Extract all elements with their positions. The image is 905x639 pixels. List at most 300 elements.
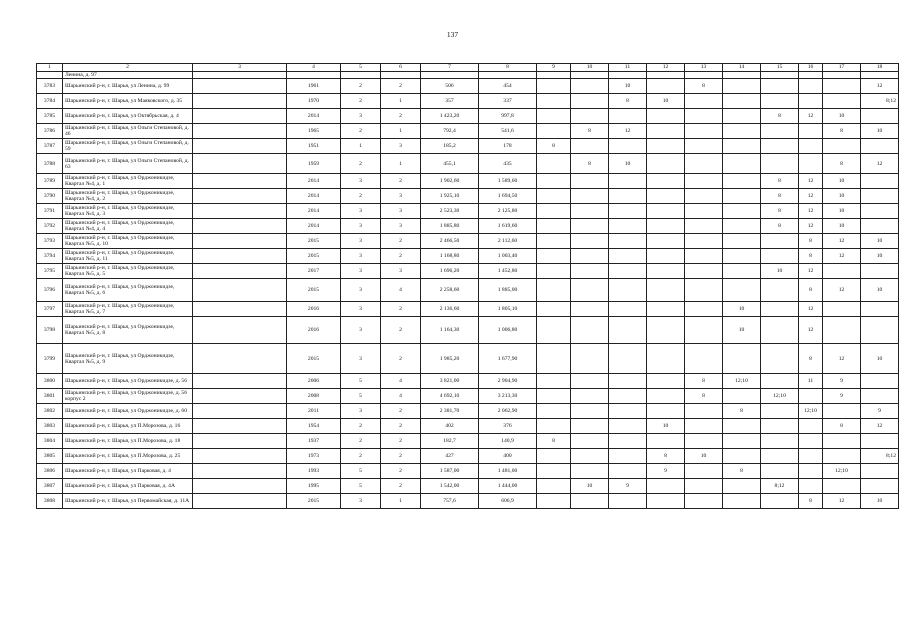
- table-cell: 12: [861, 154, 899, 174]
- table-cell: 2015: [287, 249, 341, 264]
- table-cell: [723, 344, 761, 374]
- table-cell: [823, 94, 861, 109]
- table-cell: 2: [341, 124, 381, 139]
- table-cell: 10: [823, 189, 861, 204]
- table-cell: 10: [723, 302, 761, 317]
- table-cell: [723, 494, 761, 509]
- table-cell: 1 677,90: [479, 344, 537, 374]
- table-cell: [193, 434, 287, 449]
- table-cell: 10: [861, 344, 899, 374]
- table-cell: 5: [341, 389, 381, 404]
- table-cell: [647, 124, 685, 139]
- table-cell: 10: [861, 124, 899, 139]
- table-cell: [685, 204, 723, 219]
- column-header: 1: [37, 64, 63, 72]
- table-cell: [685, 264, 723, 279]
- table-cell: [193, 264, 287, 279]
- column-header: 9: [537, 64, 571, 72]
- table-cell: 3: [341, 174, 381, 189]
- table-cell: [571, 434, 609, 449]
- column-header: 4: [287, 64, 341, 72]
- table-cell: 8: [723, 404, 761, 419]
- table-cell: 10: [761, 264, 799, 279]
- table-cell: 12: [799, 189, 823, 204]
- table-cell: 2: [381, 317, 421, 344]
- table-cell: [723, 189, 761, 204]
- table-cell: [647, 264, 685, 279]
- column-header: 17: [823, 64, 861, 72]
- table-cell: 3: [341, 234, 381, 249]
- table-cell: 1954: [287, 419, 341, 434]
- table-cell: 1 003,40: [479, 249, 537, 264]
- table-cell: [193, 154, 287, 174]
- table-cell: [571, 419, 609, 434]
- table-cell: 8: [799, 494, 823, 509]
- column-header: 18: [861, 64, 899, 72]
- table-cell: 10: [609, 154, 647, 174]
- table-cell: [537, 449, 571, 464]
- table-cell: 10: [823, 204, 861, 219]
- table-cell: 2: [381, 404, 421, 419]
- table-cell: 2 136,60: [421, 302, 479, 317]
- table-row: [37, 234, 899, 249]
- table-cell: [723, 124, 761, 139]
- table-cell: [861, 374, 899, 389]
- address-cell: Шарьинский р-н, г. Шарья, ул Орджоникидзе, Квартал №4, д. 1: [63, 174, 193, 189]
- table-row: [37, 374, 899, 389]
- table-cell: 8: [647, 449, 685, 464]
- table-cell: [609, 419, 647, 434]
- table-cell: 3: [381, 219, 421, 234]
- table-row: [37, 124, 899, 139]
- table-cell: [861, 174, 899, 189]
- table-cell: [537, 79, 571, 94]
- table-cell: [761, 139, 799, 154]
- table-cell: 12: [823, 234, 861, 249]
- address-cell: Шарьинский р-н, г. Шарья, ул Ольги Степановой, д. 59: [63, 139, 193, 154]
- column-header: 3: [193, 64, 287, 72]
- table-cell: 2 062,90: [479, 404, 537, 419]
- address-cell: Шарьинский р-н, г. Шарья, ул Орджоникидзе, Квартал №4, д. 4: [63, 219, 193, 234]
- row-number: 3787: [37, 139, 63, 154]
- column-header: 10: [571, 64, 609, 72]
- table-cell: [571, 374, 609, 389]
- table-cell: 357: [421, 94, 479, 109]
- table-cell: 9: [609, 479, 647, 494]
- table-cell: [193, 419, 287, 434]
- table-cell: [609, 494, 647, 509]
- table-cell: 2014: [287, 204, 341, 219]
- row-number: 3808: [37, 494, 63, 509]
- table-cell: 8;12: [761, 479, 799, 494]
- table-cell: [723, 79, 761, 94]
- table-cell: [799, 79, 823, 94]
- address-cell: Шарьинский р-н, г. Шарья, ул Орджоникидзе, Квартал №5, д. 11: [63, 249, 193, 264]
- table-cell: [647, 279, 685, 302]
- table-cell: 2: [381, 249, 421, 264]
- table-cell: 3: [341, 279, 381, 302]
- table-cell: 9: [823, 389, 861, 404]
- table-row: [37, 494, 899, 509]
- table-cell: 8: [761, 189, 799, 204]
- table-cell: [799, 72, 823, 79]
- column-header: 6: [381, 64, 421, 72]
- row-number: 3804: [37, 434, 63, 449]
- table-cell: [861, 72, 899, 79]
- table-cell: 2 125,80: [479, 204, 537, 219]
- table-cell: 1 696,20: [421, 264, 479, 279]
- table-cell: [193, 389, 287, 404]
- table-cell: 2: [381, 419, 421, 434]
- table-row: [37, 154, 899, 174]
- table-cell: [537, 204, 571, 219]
- table-cell: 1 481,00: [479, 464, 537, 479]
- table-cell: 1973: [287, 449, 341, 464]
- table-cell: [571, 317, 609, 344]
- table-cell: [723, 174, 761, 189]
- table-cell: [571, 219, 609, 234]
- table-cell: [823, 449, 861, 464]
- table-cell: 541,6: [479, 124, 537, 139]
- table-cell: [193, 204, 287, 219]
- table-cell: 2: [381, 174, 421, 189]
- table-cell: 8: [723, 464, 761, 479]
- row-number: 3802: [37, 404, 63, 419]
- table-cell: [609, 72, 647, 79]
- table-cell: 1 542,00: [421, 479, 479, 494]
- table-cell: 12;10: [799, 404, 823, 419]
- table-cell: 3: [341, 317, 381, 344]
- table-cell: 1 885,00: [479, 279, 537, 302]
- table-cell: [685, 234, 723, 249]
- table-cell: 1995: [287, 479, 341, 494]
- table-cell: 1961: [287, 79, 341, 94]
- table-cell: [571, 404, 609, 419]
- table-cell: 2: [381, 344, 421, 374]
- table-cell: 376: [479, 419, 537, 434]
- table-cell: 11: [799, 374, 823, 389]
- table-cell: 2016: [287, 302, 341, 317]
- table-cell: 2015: [287, 494, 341, 509]
- column-header: 13: [685, 64, 723, 72]
- table-row: [37, 389, 899, 404]
- table-cell: 1937: [287, 434, 341, 449]
- table-cell: [647, 189, 685, 204]
- table-cell: [647, 109, 685, 124]
- table-cell: 2 258,60: [421, 279, 479, 302]
- table-cell: 1951: [287, 139, 341, 154]
- table-cell: [761, 279, 799, 302]
- table-cell: 435: [479, 154, 537, 174]
- address-cell: Шарьинский р-н, г. Шарья, ул Октябрьская, д. 4: [63, 109, 193, 124]
- table-cell: 2011: [287, 404, 341, 419]
- table-cell: [823, 139, 861, 154]
- table-cell: [571, 464, 609, 479]
- table-cell: [761, 302, 799, 317]
- table-cell: [537, 389, 571, 404]
- table-cell: [609, 374, 647, 389]
- table-cell: [761, 72, 799, 79]
- table-cell: [537, 374, 571, 389]
- table-cell: 1 925,10: [421, 189, 479, 204]
- table-cell: [193, 464, 287, 479]
- table-cell: [823, 302, 861, 317]
- table-cell: 2 112,60: [479, 234, 537, 249]
- table-cell: 506: [421, 79, 479, 94]
- table-row: [37, 204, 899, 219]
- table-cell: [861, 479, 899, 494]
- table-cell: [193, 302, 287, 317]
- table-row: [37, 139, 899, 154]
- address-cell: Шарьинский р-н, г. Шарья, ул Орджоникидзе, д. 60: [63, 404, 193, 419]
- table-cell: [381, 72, 421, 79]
- table-cell: [723, 434, 761, 449]
- row-number: 3783: [37, 79, 63, 94]
- table-cell: [537, 464, 571, 479]
- table-cell: [723, 279, 761, 302]
- row-number: 3807: [37, 479, 63, 494]
- table-cell: [537, 279, 571, 302]
- table-cell: [571, 494, 609, 509]
- table-cell: 4 692,10: [421, 389, 479, 404]
- table-cell: 12: [861, 79, 899, 94]
- table-cell: [647, 389, 685, 404]
- table-cell: [685, 124, 723, 139]
- table-cell: [537, 72, 571, 79]
- table-cell: [685, 109, 723, 124]
- table-cell: [537, 419, 571, 434]
- table-cell: 2: [341, 449, 381, 464]
- table-cell: 8: [823, 124, 861, 139]
- table-cell: [571, 204, 609, 219]
- table-cell: 2: [341, 94, 381, 109]
- table-cell: [193, 139, 287, 154]
- table-cell: 1: [381, 494, 421, 509]
- table-cell: 2014: [287, 174, 341, 189]
- table-cell: [193, 249, 287, 264]
- table-row: [37, 249, 899, 264]
- table-cell: 1 589,60: [479, 174, 537, 189]
- table-cell: 2: [381, 434, 421, 449]
- table-cell: [861, 317, 899, 344]
- table-cell: 8: [685, 389, 723, 404]
- table-cell: [723, 154, 761, 174]
- table-cell: [193, 344, 287, 374]
- table-cell: [823, 404, 861, 419]
- table-cell: [685, 302, 723, 317]
- table-cell: [193, 479, 287, 494]
- table-cell: [723, 234, 761, 249]
- row-number: 3796: [37, 279, 63, 302]
- table-cell: [723, 94, 761, 109]
- table-cell: [685, 404, 723, 419]
- table-cell: 1: [381, 124, 421, 139]
- table-cell: [609, 174, 647, 189]
- table-cell: 2: [381, 479, 421, 494]
- table-cell: [193, 189, 287, 204]
- table-cell: [537, 94, 571, 109]
- table-cell: 182,7: [421, 434, 479, 449]
- table-cell: 12;10: [823, 464, 861, 479]
- table-cell: 3: [341, 204, 381, 219]
- table-cell: [647, 234, 685, 249]
- table-cell: [193, 219, 287, 234]
- table-cell: [723, 109, 761, 124]
- table-cell: [193, 404, 287, 419]
- table-cell: [571, 279, 609, 302]
- table-cell: 10: [823, 174, 861, 189]
- table-cell: 2014: [287, 109, 341, 124]
- table-cell: [799, 389, 823, 404]
- table-cell: [647, 302, 685, 317]
- table-cell: 8: [537, 434, 571, 449]
- row-number: 3792: [37, 219, 63, 234]
- table-cell: 337: [479, 94, 537, 109]
- table-cell: 606,9: [479, 494, 537, 509]
- table-cell: 5: [341, 374, 381, 389]
- table-cell: [193, 72, 287, 79]
- table-row: [37, 219, 899, 234]
- table-row: [37, 434, 899, 449]
- row-number: 3791: [37, 204, 63, 219]
- table-cell: 10: [647, 94, 685, 109]
- row-number: 3803: [37, 419, 63, 434]
- table-cell: 1 619,60: [479, 219, 537, 234]
- table-cell: [537, 264, 571, 279]
- table-cell: [193, 109, 287, 124]
- table-cell: 10: [823, 219, 861, 234]
- table-cell: [823, 264, 861, 279]
- table-cell: 4: [381, 279, 421, 302]
- table-cell: [537, 479, 571, 494]
- table-row: [37, 302, 899, 317]
- table-cell: [537, 249, 571, 264]
- table-cell: [861, 434, 899, 449]
- table-cell: 10: [861, 279, 899, 302]
- table-cell: [609, 279, 647, 302]
- table-cell: 427: [421, 449, 479, 464]
- table-cell: [823, 79, 861, 94]
- table-cell: 2008: [287, 389, 341, 404]
- table-cell: [799, 419, 823, 434]
- table-cell: 8: [823, 154, 861, 174]
- table-cell: [685, 219, 723, 234]
- table-cell: 8;12: [861, 94, 899, 109]
- table-cell: [571, 79, 609, 94]
- table-cell: [647, 204, 685, 219]
- table-cell: 2: [381, 449, 421, 464]
- table-cell: 12: [799, 264, 823, 279]
- table-cell: 4: [381, 389, 421, 404]
- address-cell: Шарьинский р-н, г. Шарья, ул П.Морозова, д. 16: [63, 419, 193, 434]
- table-row: [37, 94, 899, 109]
- table-cell: [647, 249, 685, 264]
- table-cell: [761, 94, 799, 109]
- table-cell: 8: [799, 234, 823, 249]
- table-cell: [193, 374, 287, 389]
- table-row: [37, 174, 899, 189]
- table-cell: 1 805,10: [479, 302, 537, 317]
- row-number: 3785: [37, 109, 63, 124]
- column-header: 7: [421, 64, 479, 72]
- table-cell: [647, 219, 685, 234]
- table-cell: 4: [381, 374, 421, 389]
- table-cell: 2: [381, 302, 421, 317]
- table-cell: [685, 464, 723, 479]
- table-cell: 5: [341, 479, 381, 494]
- table-cell: 2: [341, 434, 381, 449]
- table-cell: 12: [799, 109, 823, 124]
- table-cell: 2014: [287, 189, 341, 204]
- table-cell: [685, 139, 723, 154]
- table-cell: [647, 154, 685, 174]
- table-cell: 2015: [287, 344, 341, 374]
- table-cell: 2: [341, 419, 381, 434]
- address-cell: Шарьинский р-н, г. Шарья, ул Ольги Степановой, д. 46: [63, 124, 193, 139]
- address-cell: Шарьинский р-н, г. Шарья, ул П.Морозова, д. 18: [63, 434, 193, 449]
- table-cell: [609, 389, 647, 404]
- table-cell: [537, 109, 571, 124]
- table-cell: 12: [799, 174, 823, 189]
- table-cell: [723, 419, 761, 434]
- table-cell: 1: [341, 139, 381, 154]
- table-cell: [571, 174, 609, 189]
- column-header: 2: [63, 64, 193, 72]
- table-cell: [571, 234, 609, 249]
- address-cell: Шарьинский р-н, г. Шарья, ул Ленина, д. 99: [63, 79, 193, 94]
- table-cell: [609, 449, 647, 464]
- table-cell: [861, 139, 899, 154]
- table-cell: [571, 109, 609, 124]
- address-cell: Шарьинский р-н, г. Шарья, ул Орджоникидзе, Квартал №5, д. 9: [63, 344, 193, 374]
- table-cell: 3: [341, 344, 381, 374]
- table-cell: [799, 94, 823, 109]
- table-cell: [193, 79, 287, 94]
- table-cell: [761, 154, 799, 174]
- table-cell: [723, 219, 761, 234]
- table-cell: 10: [861, 249, 899, 264]
- table-cell: 3: [341, 219, 381, 234]
- row-number: 3798: [37, 317, 63, 344]
- table-cell: [571, 344, 609, 374]
- row-number: 3794: [37, 249, 63, 264]
- column-header: 15: [761, 64, 799, 72]
- table-cell: [537, 317, 571, 344]
- table-cell: [647, 374, 685, 389]
- table-cell: [761, 234, 799, 249]
- table-cell: [761, 374, 799, 389]
- table-cell: [609, 264, 647, 279]
- row-number: 3799: [37, 344, 63, 374]
- table-cell: [799, 464, 823, 479]
- address-cell: Шарьинский р-н, г. Шарья, ул Ольги Степановой, д. 63: [63, 154, 193, 174]
- table-cell: [609, 219, 647, 234]
- table-row: [37, 317, 899, 344]
- table-cell: 3: [341, 404, 381, 419]
- table-cell: 12: [823, 249, 861, 264]
- table-cell: 8: [799, 344, 823, 374]
- table-cell: 3: [341, 109, 381, 124]
- table-cell: [685, 279, 723, 302]
- table-cell: 2: [341, 79, 381, 94]
- table-cell: 8: [685, 79, 723, 94]
- address-cell: Шарьинский р-н, г. Шарья, ул П.Морозова, д. 25: [63, 449, 193, 464]
- table-cell: [823, 72, 861, 79]
- row-number: 3790: [37, 189, 63, 204]
- table-cell: [761, 449, 799, 464]
- table-cell: [193, 449, 287, 464]
- table-cell: [761, 494, 799, 509]
